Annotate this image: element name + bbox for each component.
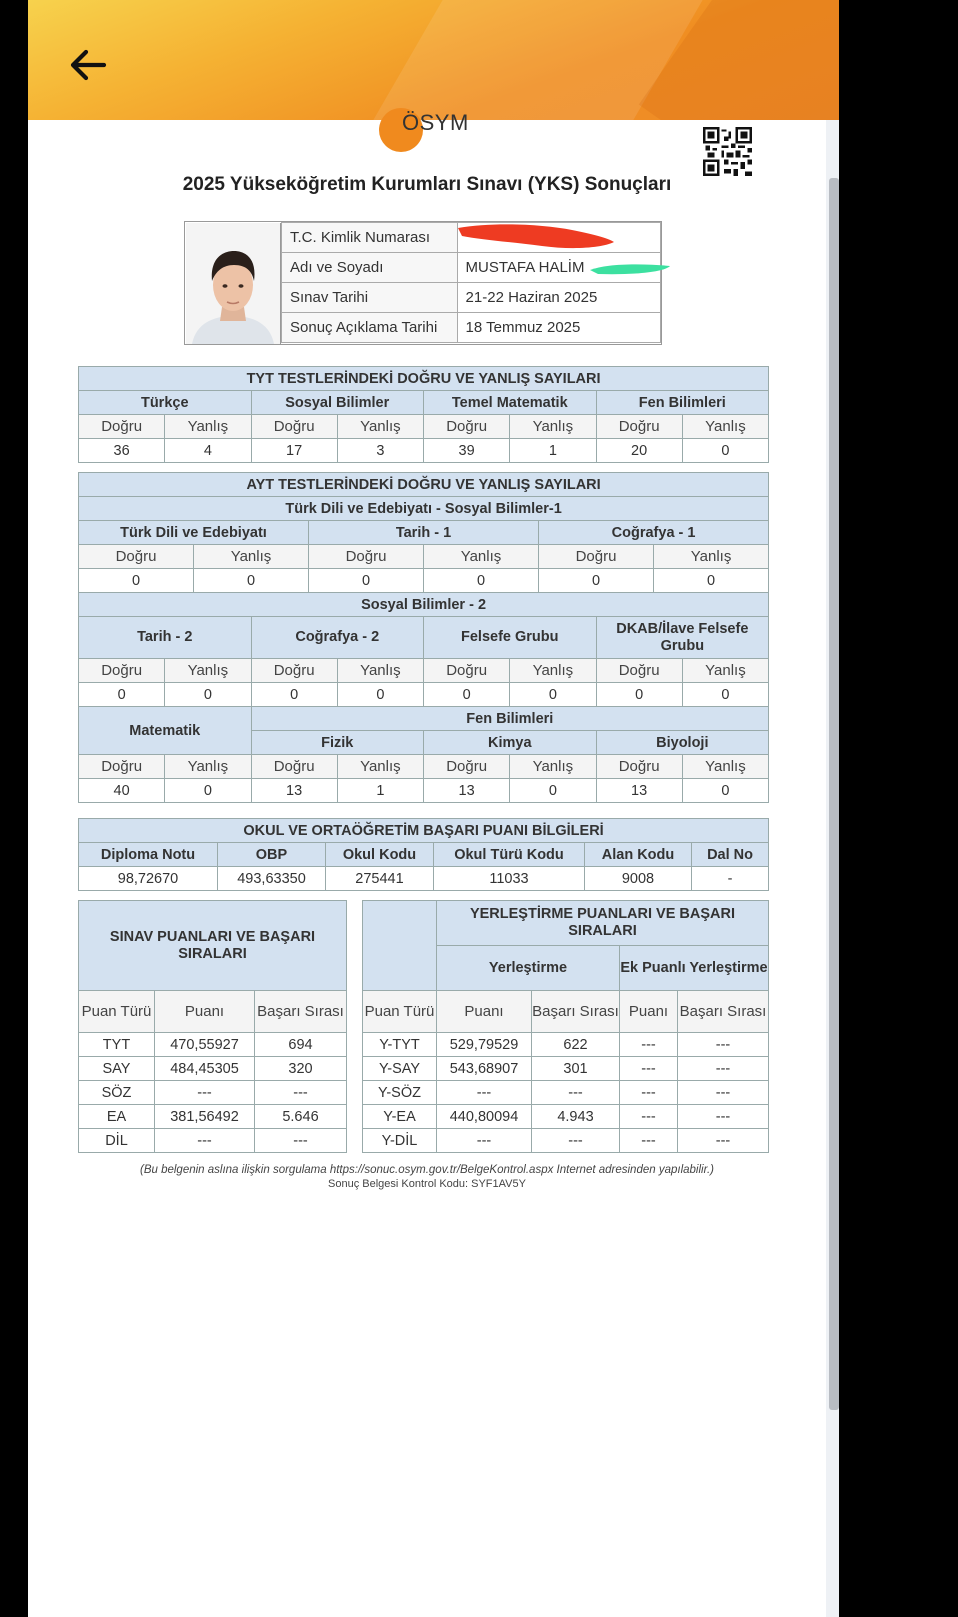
placement-value: 440,80094 [437, 1105, 532, 1129]
obp-header: Okul Türü Kodu [434, 843, 585, 867]
score-type: EA [79, 1105, 155, 1129]
ayt-value: 0 [510, 683, 596, 707]
ayt-value: 0 [539, 569, 654, 593]
obp-table [78, 818, 769, 891]
score-type: TYT [79, 1033, 155, 1057]
col-dogru: Doğru [596, 415, 682, 439]
ayt-subject: Felsefe Grubu [424, 617, 597, 659]
placement-type: Y-EA [363, 1105, 437, 1129]
obp-value: - [692, 867, 769, 891]
ayt-subject: Tarih - 1 [309, 521, 539, 545]
tyt-value: 0 [682, 439, 768, 463]
ek-rank: --- [678, 1081, 769, 1105]
tyt-value: 3 [337, 439, 423, 463]
ayt-value: 0 [165, 779, 251, 803]
ayt-group2-title: Sosyal Bilimler - 2 [79, 593, 769, 617]
logo-text: ÖSYM [402, 110, 469, 135]
ayt-table [78, 472, 769, 803]
scrollbar-thumb[interactable] [829, 178, 839, 1410]
placement-type: Y-SÖZ [363, 1081, 437, 1105]
arrow-left-icon[interactable] [66, 42, 112, 88]
col-dogru: Doğru [251, 415, 337, 439]
col-basari-sirasi: Başarı Sırası [678, 991, 769, 1033]
ayt-value: 0 [682, 683, 768, 707]
col-dogru: Doğru [251, 755, 337, 779]
placement-rank: 301 [532, 1057, 620, 1081]
col-yanlis: Yanlış [510, 659, 596, 683]
ek-rank: --- [678, 1033, 769, 1057]
placement-rank: --- [532, 1081, 620, 1105]
page-title: 2025 Yükseköğretim Kurumları Sınavı (YKS) Sonuçları [182, 174, 672, 195]
ayt-value: 13 [251, 779, 337, 803]
ayt-value: 0 [251, 683, 337, 707]
obp-value: 493,63350 [218, 867, 326, 891]
id-value-date: 21-22 Haziran 2025 [457, 283, 660, 313]
score-value: --- [155, 1081, 255, 1105]
col-yanlis: Yanlış [194, 545, 309, 569]
tyt-value: 20 [596, 439, 682, 463]
col-yanlis: Yanlış [165, 755, 251, 779]
col-yanlis: Yanlış [510, 755, 596, 779]
ayt-value: 0 [424, 569, 539, 593]
col-dogru: Doğru [539, 545, 654, 569]
ayt-fen-title: Fen Bilimleri [251, 707, 769, 731]
obp-header: Okul Kodu [326, 843, 434, 867]
ayt-value: 0 [194, 569, 309, 593]
col-yanlis: Yanlış [337, 415, 423, 439]
score-rank: --- [255, 1081, 347, 1105]
placement-type: Y-SAY [363, 1057, 437, 1081]
id-value-result-date: 18 Temmuz 2025 [457, 313, 660, 343]
placement-type: Y-DİL [363, 1129, 437, 1153]
col-dogru: Doğru [424, 659, 510, 683]
green-redaction-mark [586, 258, 676, 280]
col-dogru: Doğru [596, 755, 682, 779]
score-value: 381,56492 [155, 1105, 255, 1129]
placement-value: --- [437, 1129, 532, 1153]
col-dogru: Doğru [251, 659, 337, 683]
col-yanlis: Yanlış [424, 545, 539, 569]
col-dogru: Doğru [79, 659, 165, 683]
placement-value: --- [437, 1081, 532, 1105]
placement-rank: 622 [532, 1033, 620, 1057]
ek-value: --- [620, 1105, 678, 1129]
ayt-value: 13 [596, 779, 682, 803]
score-value: 484,45305 [155, 1057, 255, 1081]
tyt-value: 17 [251, 439, 337, 463]
ayt-subject: Fizik [251, 731, 424, 755]
placement-rank: 4.943 [532, 1105, 620, 1129]
red-redaction-mark [452, 218, 622, 258]
ayt-subject: Coğrafya - 2 [251, 617, 424, 659]
tyt-subject: Türkçe [79, 391, 252, 415]
score-rank: --- [255, 1129, 347, 1153]
obp-value: 275441 [326, 867, 434, 891]
tyt-subject: Sosyal Bilimler [251, 391, 424, 415]
col-yanlis: Yanlış [682, 755, 768, 779]
placement-scores-table [362, 900, 769, 1153]
id-row-date [282, 283, 661, 313]
ayt-subject: Biyoloji [596, 731, 769, 755]
score-rank: 5.646 [255, 1105, 347, 1129]
col-basari-sirasi: Başarı Sırası [255, 991, 347, 1033]
placement-title: YERLEŞTİRME PUANLARI VE BAŞARI SIRALARI [437, 901, 769, 946]
control-code: Sonuç Belgesi Kontrol Kodu: SYF1AV5Y [328, 1178, 526, 1190]
ayt-value: 0 [596, 683, 682, 707]
col-yanlis: Yanlış [654, 545, 769, 569]
obp-value: 11033 [434, 867, 585, 891]
ayt-title: AYT TESTLERİNDEKİ DOĞRU VE YANLIŞ SAYILARI [79, 473, 769, 497]
col-puani: Puanı [437, 991, 532, 1033]
ayt-value: 40 [79, 779, 165, 803]
tyt-value: 39 [424, 439, 510, 463]
ek-value: --- [620, 1129, 678, 1153]
col-puan-turu: Puan Türü [363, 991, 437, 1033]
score-type: SÖZ [79, 1081, 155, 1105]
ayt-subject: Kimya [424, 731, 597, 755]
id-label: T.C. Kimlik Numarası [282, 223, 458, 253]
col-yanlis: Yanlış [682, 659, 768, 683]
id-row-result-date [282, 313, 661, 343]
obp-header: Diploma Notu [79, 843, 218, 867]
exam-scores-title: SINAV PUANLARI VE BAŞARI SIRALARI [79, 901, 347, 991]
ayt-value: 13 [424, 779, 510, 803]
tyt-value: 36 [79, 439, 165, 463]
col-yanlis: Yanlış [165, 659, 251, 683]
ayt-subject: DKAB/İlave Felsefe Grubu [596, 617, 769, 659]
ek-rank: --- [678, 1105, 769, 1129]
id-label: Sonuç Açıklama Tarihi [282, 313, 458, 343]
app-bar [28, 0, 839, 120]
tyt-table [78, 366, 769, 463]
verification-note: (Bu belgenin aslına ilişkin sorgulama https://sonuc.osym.gov.tr/BelgeKontrol.aspx Internet adresinden yapılabilir.) [139, 1164, 715, 1176]
placement-value: 529,79529 [437, 1033, 532, 1057]
ayt-value: 0 [654, 569, 769, 593]
score-rank: 694 [255, 1033, 347, 1057]
ayt-subject: Coğrafya - 1 [539, 521, 769, 545]
col-puani: Puanı [155, 991, 255, 1033]
placement-yerlestirme: Yerleştirme [437, 946, 620, 991]
ek-value: --- [620, 1081, 678, 1105]
score-type: SAY [79, 1057, 155, 1081]
col-yanlis: Yanlış [682, 415, 768, 439]
placement-value: 543,68907 [437, 1057, 532, 1081]
obp-value: 9008 [585, 867, 692, 891]
col-dogru: Doğru [424, 755, 510, 779]
placement-ek-puanli: Ek Puanlı Yerleştirme [620, 946, 769, 991]
obp-title: OKUL VE ORTAÖĞRETİM BAŞARI PUANI BİLGİLERİ [79, 819, 769, 843]
col-dogru: Doğru [79, 545, 194, 569]
col-dogru: Doğru [79, 415, 165, 439]
id-value-name: MUSTAFA HALİM [457, 253, 660, 283]
score-type: DİL [79, 1129, 155, 1153]
tyt-title: TYT TESTLERİNDEKİ DOĞRU VE YANLIŞ SAYILARI [79, 367, 769, 391]
col-puani: Puanı [620, 991, 678, 1033]
col-dogru: Doğru [424, 415, 510, 439]
obp-header: Dal No [692, 843, 769, 867]
ayt-value: 1 [337, 779, 423, 803]
tyt-value: 4 [165, 439, 251, 463]
col-yanlis: Yanlış [165, 415, 251, 439]
placement-type: Y-TYT [363, 1033, 437, 1057]
ayt-subject: Türk Dili ve Edebiyatı [79, 521, 309, 545]
col-yanlis: Yanlış [337, 659, 423, 683]
ayt-subject: Tarih - 2 [79, 617, 252, 659]
col-yanlis: Yanlış [337, 755, 423, 779]
col-yanlis: Yanlış [510, 415, 596, 439]
qr-code-icon [703, 127, 752, 176]
ayt-math-label: Matematik [79, 707, 252, 755]
score-value: --- [155, 1129, 255, 1153]
col-dogru: Doğru [596, 659, 682, 683]
ek-value: --- [620, 1033, 678, 1057]
ayt-value: 0 [309, 569, 424, 593]
ek-rank: --- [678, 1057, 769, 1081]
ayt-value: 0 [79, 569, 194, 593]
obp-header: Alan Kodu [585, 843, 692, 867]
ayt-value: 0 [424, 683, 510, 707]
obp-value: 98,72670 [79, 867, 218, 891]
placement-rank: --- [532, 1129, 620, 1153]
col-basari-sirasi: Başarı Sırası [532, 991, 620, 1033]
tyt-subject: Temel Matematik [424, 391, 597, 415]
col-puan-turu: Puan Türü [79, 991, 155, 1033]
ayt-value: 0 [510, 779, 596, 803]
obp-header: OBP [218, 843, 326, 867]
score-value: 470,55927 [155, 1033, 255, 1057]
ayt-value: 0 [79, 683, 165, 707]
ayt-value: 0 [682, 779, 768, 803]
id-label: Adı ve Soyadı [282, 253, 458, 283]
id-label: Sınav Tarihi [282, 283, 458, 313]
ayt-value: 0 [337, 683, 423, 707]
placement-blank [363, 901, 437, 991]
ek-value: --- [620, 1057, 678, 1081]
ayt-group1-title: Türk Dili ve Edebiyatı - Sosyal Bilimler-1 [79, 497, 769, 521]
score-rank: 320 [255, 1057, 347, 1081]
ayt-value: 0 [165, 683, 251, 707]
tyt-subject: Fen Bilimleri [596, 391, 769, 415]
tyt-value: 1 [510, 439, 596, 463]
avatar [186, 223, 281, 344]
col-dogru: Doğru [79, 755, 165, 779]
ek-rank: --- [678, 1129, 769, 1153]
col-dogru: Doğru [309, 545, 424, 569]
exam-scores-table [78, 900, 347, 1153]
